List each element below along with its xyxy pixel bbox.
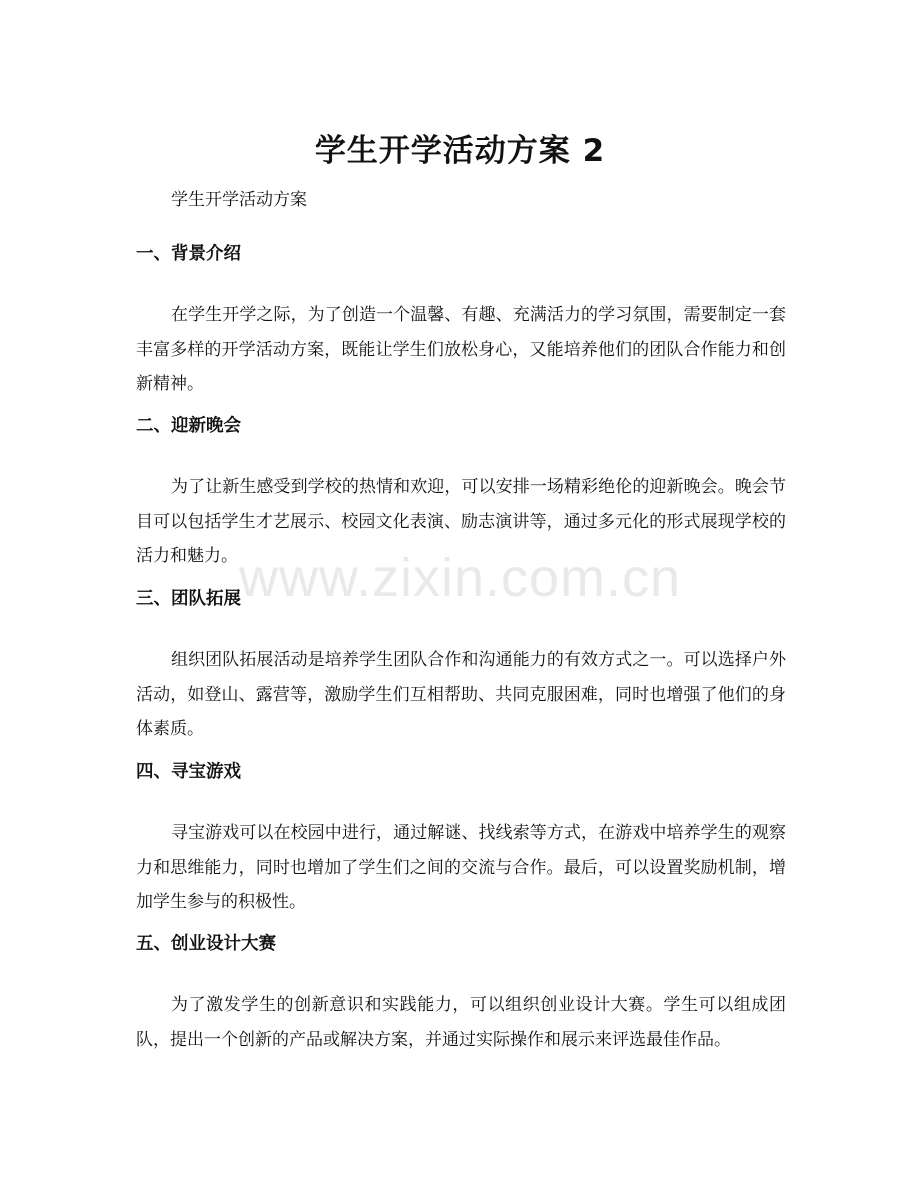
- section-background: [136, 240, 786, 402]
- section-heading: 四、寻宝游戏: [136, 762, 241, 782]
- section-paragraph: 组织团队拓展活动是培养学生团队合作和沟通能力的有效方式之一。可以选择户外活动，如登山、露营等，激励学生们互相帮助、共同克服困难，同时也增强了他们的身体素质。: [136, 650, 786, 739]
- document-subtitle: 学生开学活动方案: [171, 190, 307, 210]
- section-welcome-party: [136, 412, 786, 574]
- section-paragraph: 寻宝游戏可以在校园中进行，通过解谜、找线索等方式，在游戏中培养学生的观察力和思维能力，同时也增加了学生们之间的交流与合作。最后，可以设置奖励机制，增加学生参与的积极性。: [136, 823, 786, 912]
- watermark: www.zixin.com.cn: [238, 548, 682, 608]
- section-heading: 二、迎新晚会: [136, 416, 241, 436]
- document-title: 学生开学活动方案 2: [314, 132, 606, 169]
- section-heading: 五、创业设计大赛: [136, 934, 276, 954]
- section-paragraph: 为了激发学生的创新意识和实践能力，可以组织创业设计大赛。学生可以组成团队，提出一个创新的产品或解决方案，并通过实际操作和展示来评选最佳作品。: [136, 995, 786, 1050]
- section-heading: 三、团队拓展: [136, 589, 241, 609]
- section-paragraph: 为了让新生感受到学校的热情和欢迎，可以安排一场精彩绝伦的迎新晚会。晚会节目可以包括学生才艺展示、校园文化表演、励志演讲等，通过多元化的形式展现学校的活力和魅力。: [136, 477, 786, 566]
- section-paragraph: 在学生开学之际，为了创造一个温馨、有趣、充满活力的学习氛围，需要制定一套丰富多样的开学活动方案，既能让学生们放松身心，又能培养他们的团队合作能力和创新精神。: [136, 305, 786, 394]
- section-treasure-hunt: [136, 758, 786, 920]
- section-heading: 一、背景介绍: [136, 244, 241, 264]
- section-team-building: [136, 585, 786, 747]
- section-startup-contest: [136, 930, 786, 1057]
